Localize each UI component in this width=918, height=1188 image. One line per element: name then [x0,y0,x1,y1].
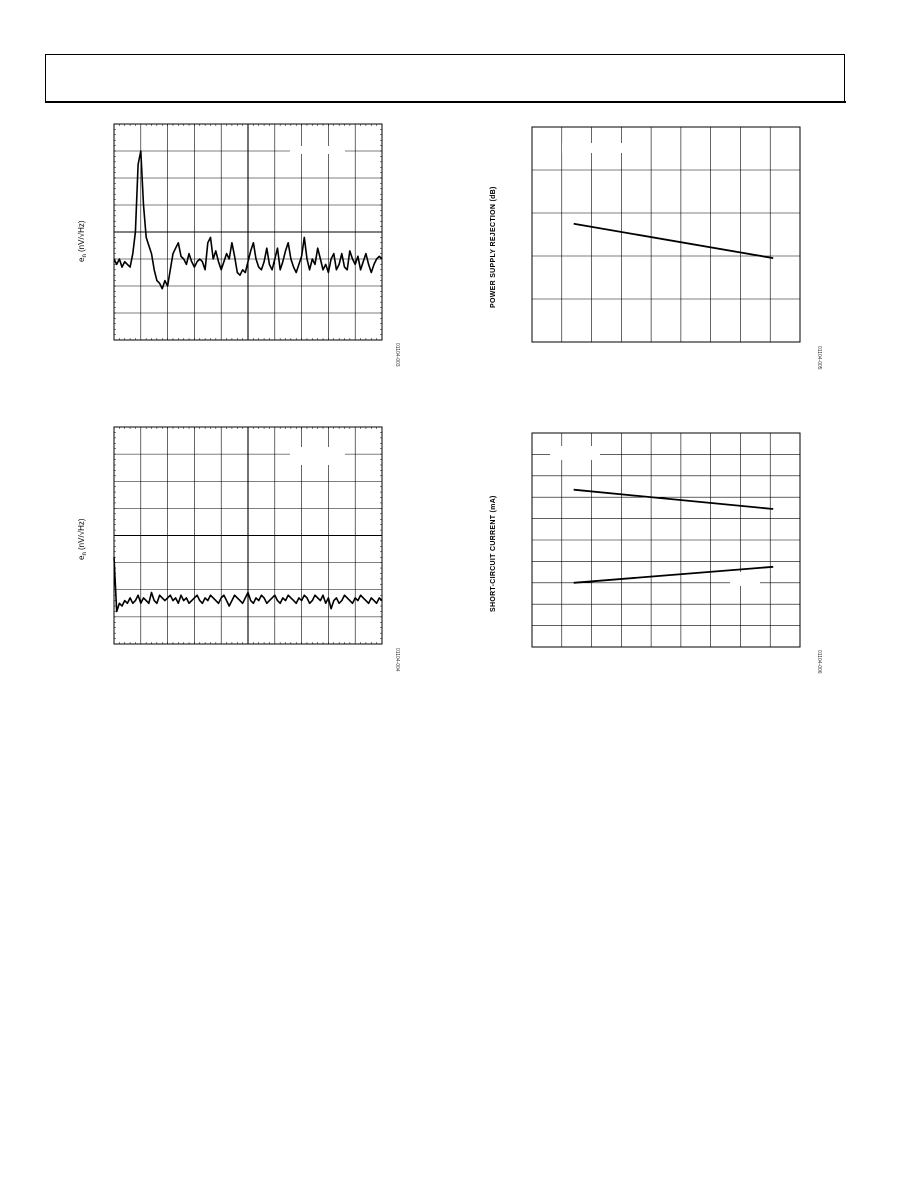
series-line-1 [574,490,774,509]
chart-short-circuit-figure-id: 01104-006 [816,650,822,674]
legend-blank-area [550,446,600,460]
chart-psr-figure-id: 01104-005 [816,346,822,370]
legend-blank-area [730,572,760,586]
chart-psr-ylabel: POWER SUPPLY REJECTION (dB) [490,186,497,308]
chart-short-circuit-ylabel: SHORT-CIRCUIT CURRENT (mA) [490,495,497,612]
chart-noise-bottom-ylabel: $e_n$ (nV/√Hz) [77,518,88,560]
chart-noise-bottom-figure-id: 01104-004 [394,648,400,672]
chart-noise-top-ylabel: $e_n$ (nV/√Hz) [77,220,88,262]
chart-noise-top-figure-id: 01104-003 [394,343,400,367]
